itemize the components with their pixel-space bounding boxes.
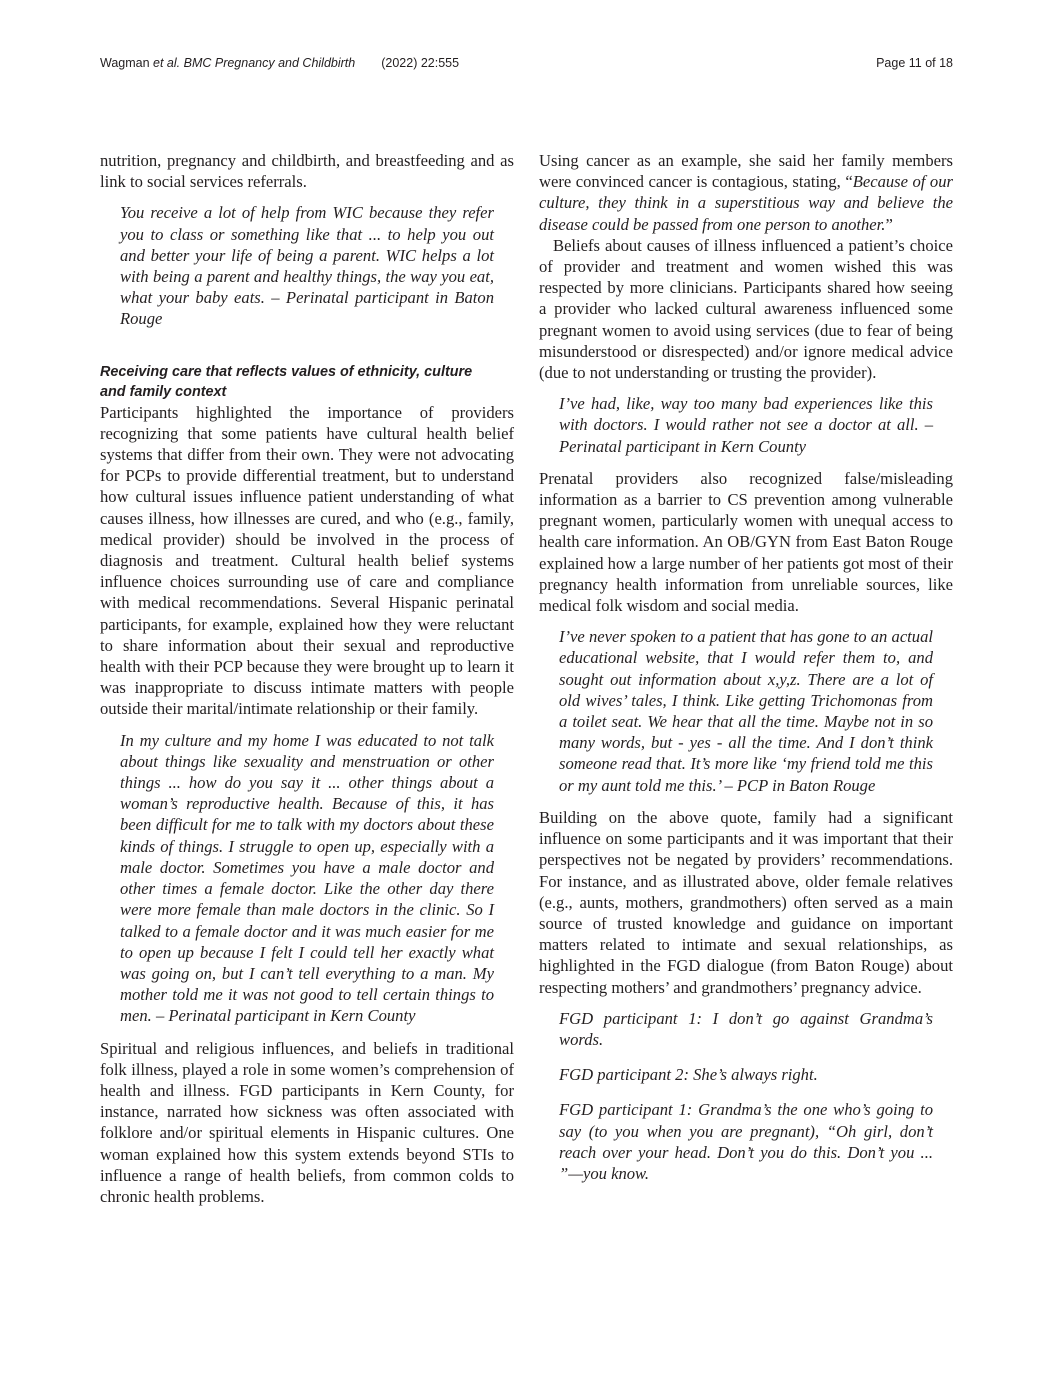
left-column — [100, 150, 514, 1207]
paragraph: Participants highlighted the importance of providers recognizing that some patients have cultural health belief systems that differ from their own. They were not advocating for PCPs to provide differential treatment, but to understand how cultural issues influence patient understanding of what causes illness, how illnesses are cured, and who (e.g., family, medical provider) should be involved in the process of diagnosis and treatment. Cultural health belief systems influence choices surrounding use of care and compliance with medical recommendations. Several Hispanic perinatal participants, for example, explained how they were reluctant to share information about their sexual and reproductive health with their PCP because they were brought up to learn it was inappropriate to discuss intimate matters with people outside their marital/intimate relationship or their family. — [100, 402, 514, 719]
header-page-number: Page 11 of 18 — [876, 56, 953, 70]
block-quote: You receive a lot of help from WIC because they refer you to class or something like that ... to help you out and better your life of being a parent. WIC helps a lot with being a parent and healthy things, the way you eat, what your baby eats. – Perinatal participant in Baton Rouge — [120, 203, 494, 329]
paragraph — [539, 150, 953, 235]
block-quote: I’ve had, like, way too many bad experiences like this with doctors. I would rather not see a doctor at all. – Perinatal participant in Kern County — [559, 394, 933, 456]
paragraph: Building on the above quote, family had a significant influence on some participants and it was important that their perspectives not be negated by providers’ recommendations. For instance, and as illustrated above, older female relatives (e.g., aunts, mothers, grandmothers) often served as a main source of trusted knowledge and guidance on important matters related to intimate and sexual relationships, as highlighted in the FGD dialogue (from Baton Rouge) about respecting mothers’ and grandmothers’ pregnancy advice. — [539, 807, 953, 997]
paragraph: Prenatal providers also recognized false/misleading information as a barrier to CS prevention among vulnerable pregnant women, particularly women with unequal access to health care information. An OB/GYN from East Baton Rouge explained how a large number of her patients got most of their pregnancy health information from unreliable sources, like medical folk wisdom and social media. — [539, 468, 953, 616]
header-citation — [100, 56, 459, 70]
running-header — [100, 56, 953, 76]
paragraph: nutrition, pregnancy and childbirth, and breastfeeding and as link to social services referrals. — [100, 151, 514, 192]
paragraph: Beliefs about causes of illness influenced a patient’s choice of provider and treatment and women wished this was respected by more clinicians. Participants shared how seeing a provider who lacked cultural awareness influenced some pregnant women to avoid using services (due to fear of being misunderstood or disrespected) and/or ignore medical advice (due to not understanding or trusting the provider). — [539, 235, 953, 383]
block-quote: In my culture and my home I was educated to not talk about things like sexuality and menstruation or other things ... how do you say it ... other things about a woman’s reproductive health. Because of this, it has been difficult for me to talk with my doctors about these kinds of things. I struggle to open up, especially with a male doctor. Sometimes you have a male doctor and other times a female doctor. Like the other day there were more female than male doctors in the clinic. So I talked to a female doctor and it was much easier for me to open up because I felt I could tell her exactly what was going on, but I can’t tell everything to a man. My mother told me it was not good to tell certain things to men. – Perinatal participant in Kern County — [120, 730, 494, 1026]
section-subheading: Receiving care that reflects values of ethnicity, culture and family context — [100, 363, 473, 400]
header-year-volume: (2022) 22:555 — [381, 56, 460, 70]
header-journal: et al. BMC Pregnancy and Childbirth — [153, 56, 356, 70]
block-quote: I’ve never spoken to a patient that has gone to an actual educational website, that I would refer them to, and sought out information about x,y,z. There are a lot of old wives’ tales, I think. Like getting Trichomonas from a toilet seat. We hear that all the time. Maybe not in so many words, but - yes - all the time. And I don’t think someone read that. It’s more like ‘my friend told me this or my aunt told me this.’ – PCP in Baton Rouge — [559, 627, 933, 795]
paragraph: Spiritual and religious influences, and beliefs in traditional folk illness, played a role in some women’s comprehension of health and illness. FGD participants in Kern County, for instance, narrated how sickness was often associated with folklore and/or spiritual elements in Hispanic cultures. One woman explained how this system extends beyond STIs to influence a range of health beliefs, from common colds to chronic health problems. — [100, 1038, 514, 1206]
paragraph-text: Using cancer as an example, she said her family members were convinced cancer is contagious, stating, “ — [539, 151, 953, 192]
closing-quote-mark: ” — [885, 214, 893, 234]
dialogue-line: FGD participant 2: She’s always right. — [559, 1065, 818, 1085]
inline-quote: Because of our culture, they think in a superstitious way and believe the disease could be passed from one person to another. — [539, 172, 953, 234]
dialogue-line: FGD participant 1: I don’t go against Grandma’s words. — [559, 1008, 933, 1049]
header-authors: Wagman — [100, 56, 154, 70]
dialogue-line: FGD participant 1: Grandma’s the one who’s going to say (to you when you are pregnant), “Oh girl, don’t reach over your head. Don’t you do this. Don’t you ... ”—you know. — [559, 1100, 933, 1183]
right-column — [539, 150, 953, 1195]
